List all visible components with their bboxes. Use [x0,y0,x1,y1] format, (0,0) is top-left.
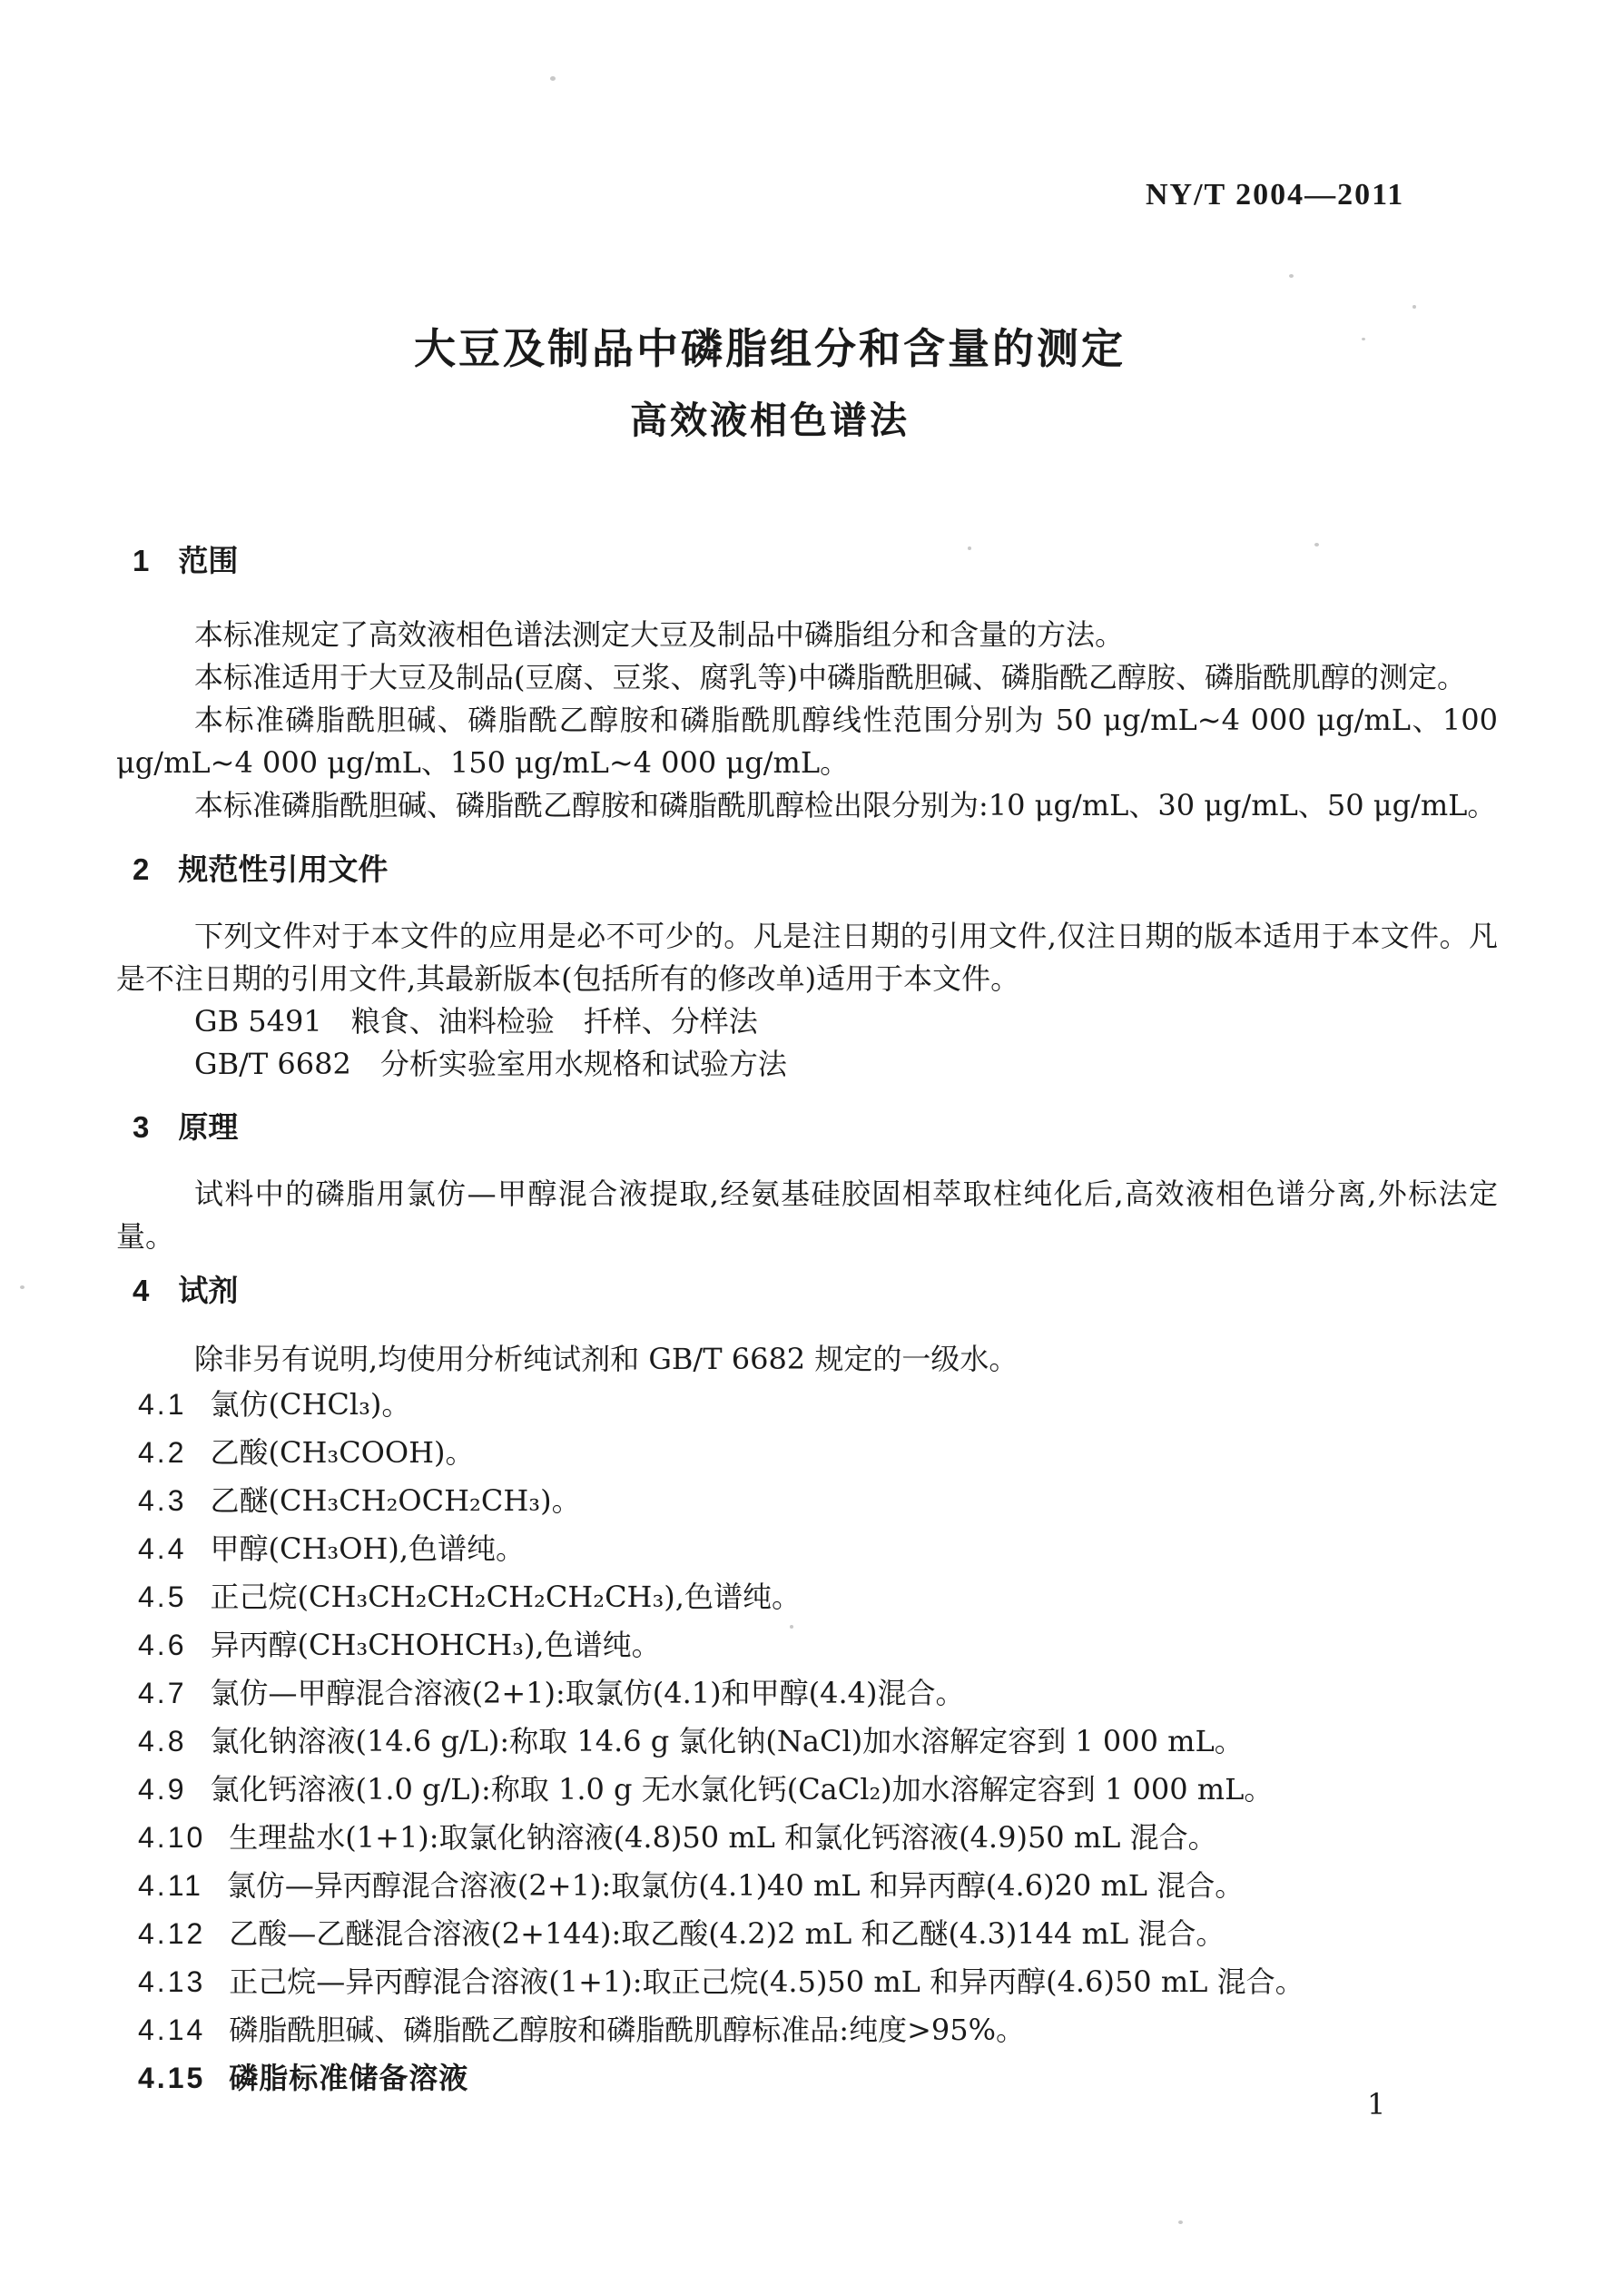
section-normative-references [116,852,1498,1086]
reagent-item [116,1573,1498,1621]
section-2-label: 规范性引用文件 [178,852,389,886]
section-principle [116,1109,1498,1258]
reagent-item [116,1381,1498,1429]
reagent-item-text: 乙醚(CH₃CH₂OCH₂CH₃)。 [210,1483,581,1518]
reagent-item-text: 正己烷—异丙醇混合溶液(1+1):取正己烷(4.5)50 mL 和异丙醇(4.6)50 mL 混合。 [229,1964,1304,1999]
section-2-number: 2 [133,852,150,886]
reagent-item [116,1718,1498,1766]
reference-line: GB 5491 粮食、油料检验 扦样、分样法 [194,1004,758,1039]
reagent-subclause-heading [116,2054,1498,2102]
reagent-item [116,1477,1498,1525]
section-1-number: 1 [133,544,150,577]
reagent-item-number: 4.6 [138,1629,187,1661]
section-3-heading [116,1109,1498,1146]
reagent-item-text: 氯仿(CHCl₃)。 [210,1387,411,1422]
reagent-item-text: 异丙醇(CH₃CHOHCH₃),色谱纯。 [210,1628,661,1662]
reagent-item [116,1862,1498,1910]
scan-speckle [1178,2220,1183,2224]
reagent-item-number: 4.9 [138,1773,187,1806]
reagent-item-number: 4.1 [138,1388,187,1421]
reagent-item-number: 4.3 [138,1484,187,1517]
reagent-item [116,1958,1498,2006]
reagent-item [116,1766,1498,1814]
standard-code: NY/T 2004—2011 [1146,178,1405,212]
reagent-item-text: 氯仿—甲醇混合溶液(2+1):取氯仿(4.1)和甲醇(4.4)混合。 [210,1676,965,1710]
scan-speckle [550,76,556,81]
reagent-item-text: 甲醇(CH₃OH),色谱纯。 [210,1531,525,1566]
scan-speckle [20,1285,25,1289]
reagent-item-text: 乙酸—乙醚混合溶液(2+144):取乙酸(4.2)2 mL 和乙醚(4.3)144 mL 混合。 [229,1916,1225,1951]
reagent-item [116,1669,1498,1718]
document-title [80,323,1460,443]
scan-speckle [968,546,971,550]
section-4-number: 4 [133,1274,150,1307]
section-3-label: 原理 [178,1110,239,1144]
paragraph: 本标准适用于大豆及制品(豆腐、豆浆、腐乳等)中磷脂酰胆碱、磷脂酰乙醇胺、磷脂酰肌醇的测定。 [194,660,1466,694]
scan-speckle [1412,305,1416,309]
reagent-item-number: 4.11 [138,1869,203,1902]
reagent-item-text: 磷脂酰胆碱、磷脂酰乙醇胺和磷脂酰肌醇标准品:纯度>95%。 [229,2013,1026,2047]
reagent-item-text: 氯仿—异丙醇混合溶液(2+1):取氯仿(4.1)40 mL 和异丙醇(4.6)20 mL 混合。 [226,1868,1245,1903]
paragraph: 本标准规定了高效液相色谱法测定大豆及制品中磷脂组分和含量的方法。 [194,617,1125,652]
paragraph: 除非另有说明,均使用分析纯试剂和 GB/T 6682 规定的一级水。 [194,1342,1019,1376]
reagent-item-number: 4.5 [138,1580,187,1613]
title-line-1: 大豆及制品中磷脂组分和含量的测定 [414,325,1126,372]
reagent-item [116,1621,1498,1669]
paragraph: 本标准磷脂酰胆碱、磷脂酰乙醇胺和磷脂酰肌醇检出限分别为:10 μg/mL、30 μg/mL、50 μg/mL。 [194,788,1497,822]
reagent-item-number: 4.2 [138,1436,187,1469]
section-3-number: 3 [133,1110,150,1144]
reagent-item-number: 4.13 [138,1965,206,1998]
reagent-item-number: 4.4 [138,1532,187,1565]
section-4-label: 试剂 [178,1274,239,1307]
section-2-heading [116,852,1498,888]
page-number: 1 [1367,2087,1386,2122]
reagent-item [116,1910,1498,1958]
section-4-heading [116,1273,1498,1309]
scan-speckle [1289,274,1294,278]
reagent-item-number: 4.7 [138,1677,187,1709]
reagent-item-number: 4.8 [138,1725,187,1757]
section-1-heading [116,543,1498,579]
scan-speckle [790,1625,793,1629]
reference-line: GB/T 6682 分析实验室用水规格和试验方法 [194,1047,787,1081]
reagent-item-text: 乙酸(CH₃COOH)。 [210,1435,475,1470]
paragraph: 下列文件对于本文件的应用是必不可少的。凡是注日期的引用文件,仅注日期的版本适用于本文件。凡是不注日期的引用文件,其最新版本(包括所有的修改单)适用于本文件。 [116,919,1498,996]
reagent-item-number: 4.10 [138,1821,206,1854]
reagent-item [116,1429,1498,1477]
reagent-item [116,2006,1498,2054]
section-1-label: 范围 [178,544,239,577]
reagent-item-text: 磷脂标准储备溶液 [229,2062,469,2094]
scan-speckle [1362,338,1365,340]
reagent-item-number: 4.14 [138,2013,206,2046]
reagent-item-number: 4.15 [138,2062,206,2094]
reagent-item [116,1525,1498,1573]
section-reagents [116,1273,1498,2102]
reagent-item-text: 氯化钙溶液(1.0 g/L):称取 1.0 g 无水氯化钙(CaCl₂)加水溶解定容到 1 000 mL。 [210,1772,1274,1807]
reagent-item-number: 4.12 [138,1917,206,1950]
reagent-item-text: 氯化钠溶液(14.6 g/L):称取 14.6 g 氯化钠(NaCl)加水溶解定容到 1 000 mL。 [210,1724,1244,1758]
paragraph: 试料中的磷脂用氯仿—甲醇混合液提取,经氨基硅胶固相萃取柱纯化后,高效液相色谱分离,外标法定量。 [116,1177,1498,1254]
reagent-item [116,1814,1498,1862]
title-line-2: 高效液相色谱法 [630,399,910,441]
reagent-item-text: 正己烷(CH₃CH₂CH₂CH₂CH₂CH₃),色谱纯。 [210,1580,801,1614]
scan-speckle [1314,543,1319,546]
paragraph: 本标准磷脂酰胆碱、磷脂酰乙醇胺和磷脂酰肌醇线性范围分别为 50 μg/mL~4 000 μg/mL、100 μg/mL~4 000 μg/mL、150 μg/mL~4 000 μg/mL。 [116,703,1498,780]
reagent-item-text: 生理盐水(1+1):取氯化钠溶液(4.8)50 mL 和氯化钙溶液(4.9)50 mL 混合。 [229,1820,1217,1855]
section-scope [116,543,1498,827]
